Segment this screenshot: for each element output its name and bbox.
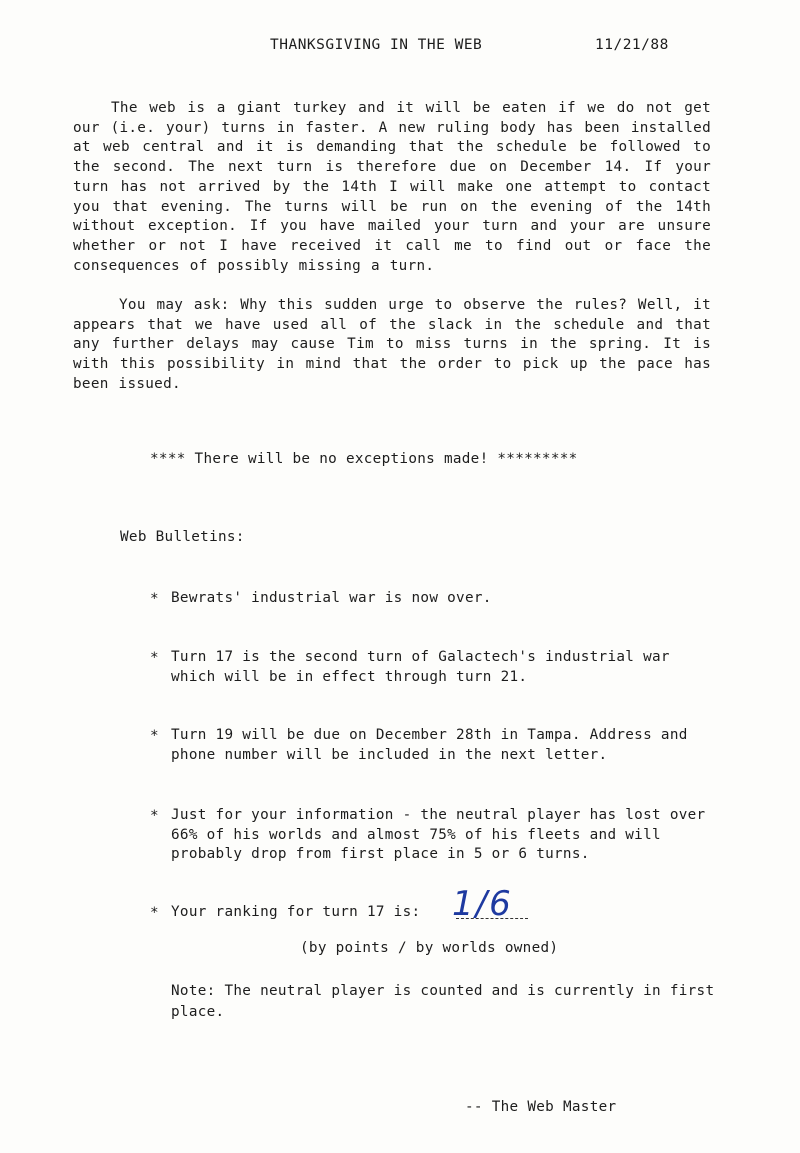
ranking-handwritten-value: 1/6 bbox=[452, 884, 513, 924]
bulletin-item bbox=[150, 806, 712, 865]
paragraph-reason: You may ask: Why this sudden urge to observe the rules? Well, it appears that we have used all of the slack in the schedule and that any further delays may cause Tim to miss turns in the spring. It is with this possibility in mind that the order to pick up the pace has been issued. bbox=[73, 297, 711, 392]
bulletins-heading: Web Bulletins: bbox=[120, 529, 245, 545]
ranking-item bbox=[150, 903, 712, 923]
neutral-player-note: Note: The neutral player is counted and is currently in first place. bbox=[171, 983, 715, 1020]
bulletin-text: Bewrats' industrial war is now over. bbox=[171, 590, 492, 606]
no-exceptions-warning: **** There will be no exceptions made! ********* bbox=[150, 451, 578, 467]
bullet-asterisk: * bbox=[150, 650, 159, 666]
bullet-asterisk: * bbox=[150, 808, 159, 824]
bullet-asterisk: * bbox=[150, 728, 159, 744]
bullet-asterisk: * bbox=[150, 905, 159, 921]
bulletin-item bbox=[150, 589, 712, 609]
letter-date: 11/21/88 bbox=[595, 37, 669, 53]
bulletin-item bbox=[150, 726, 712, 765]
ranking-caption: (by points / by worlds owned) bbox=[300, 940, 559, 956]
bulletin-text: Turn 17 is the second turn of Galactech's industrial war which will be in effect through turn 21. bbox=[171, 649, 670, 685]
bullet-asterisk: * bbox=[150, 591, 159, 607]
ranking-label: Your ranking for turn 17 is: bbox=[171, 904, 421, 920]
bulletin-item bbox=[150, 648, 712, 687]
bulletin-text: Just for your information - the neutral player has lost over 66% of his worlds and almost 75% of his fleets and will probably drop from first place in 5 or 6 turns. bbox=[171, 807, 706, 863]
signature: -- The Web Master bbox=[465, 1099, 617, 1115]
bulletin-text: Turn 19 will be due on December 28th in Tampa. Address and phone number will be included in the next letter. bbox=[171, 727, 688, 763]
letter-title: THANKSGIVING IN THE WEB bbox=[270, 37, 483, 53]
paragraph-schedule: The web is a giant turkey and it will be eaten if we do not get our (i.e. your) turns in faster. A new ruling body has been installed at web central and it is demanding that the schedule be followed to the second. The next turn is therefore due on December 14. If your turn has not arrived by the 14th I will make one attempt to contact you that evening. The turns will be run on the evening of the 14th without exception. If you have mailed your turn and your are unsure whether or not I have received it call me to find out or face the consequences of possibly missing a turn. bbox=[73, 100, 711, 274]
